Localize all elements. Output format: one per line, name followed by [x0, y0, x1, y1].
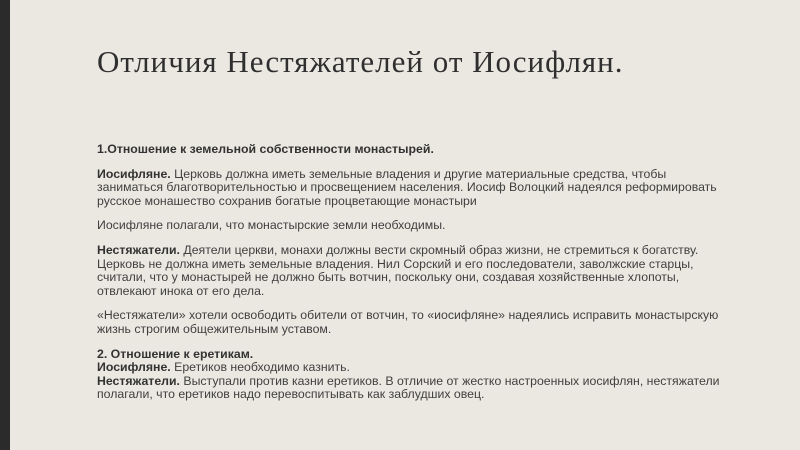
label-nestyazhateli: Нестяжатели.	[97, 242, 180, 257]
text-nestyazhateli-heretics: Выступали против казни еретиков. В отличие от жестко настроенных иосифлян, нестяжатели полагали, что еретиков надо перевоспитывать как заблудших овец.	[97, 373, 720, 402]
paragraph-nestyazhateli-heretics	[97, 375, 727, 402]
slide-title: Отличия Нестяжателей от Иосифлян.	[97, 44, 624, 79]
paragraph-comparison: «Нестяжатели» хотели освободить обители от вотчин, то «иосифляне» надеялись исправить монастырскую жизнь строгим общежительным уставом.	[97, 308, 719, 336]
section-heading-heretics	[97, 348, 727, 362]
paragraph-iosiflyane-land	[97, 168, 727, 209]
text-iosiflyane-heretics: Еретиков необходимо казнить.	[170, 360, 350, 375]
label-nestyazhateli-2: Нестяжатели.	[97, 373, 180, 388]
label-iosiflyane-2: Иосифляне.	[97, 360, 171, 375]
section-heading-land	[97, 143, 727, 157]
left-accent-bar	[0, 0, 10, 450]
paragraph-nestyazhateli-land	[97, 244, 727, 298]
text-iosiflyane-land: Церковь должна иметь земельные владения и другие материальные средства, чтобы заниматься благотворительностью и просвещением населения. Иосиф Волоцкий надеялся реформировать русское монашество сохранив богатые процветающие монастыри	[97, 166, 717, 208]
label-iosiflyane: Иосифляне.	[97, 166, 171, 181]
paragraph-iosiflyane-heretics	[97, 361, 727, 375]
text-nestyazhateli-land: Деятели церкви, монахи должны вести скромный образ жизни, не стремиться к богатству. Церковь не должна иметь земельные владения. Нил Сорский и его последователи, заволжские старцы, считали, что у монастырей не должно быть вотчин, поскольку они, создавая хозяйственные хлопоты, отвлекают инока от его дела.	[97, 242, 699, 298]
paragraph-iosiflyane-summary: Иосифляне полагали, что монастырские земли необходимы.	[97, 218, 446, 233]
heading-heretics-text: 2. Отношение к еретикам.	[97, 346, 254, 361]
slide-body	[97, 143, 727, 413]
heading-land-text: 1.Отношение к земельной собственности монастырей.	[97, 142, 434, 156]
